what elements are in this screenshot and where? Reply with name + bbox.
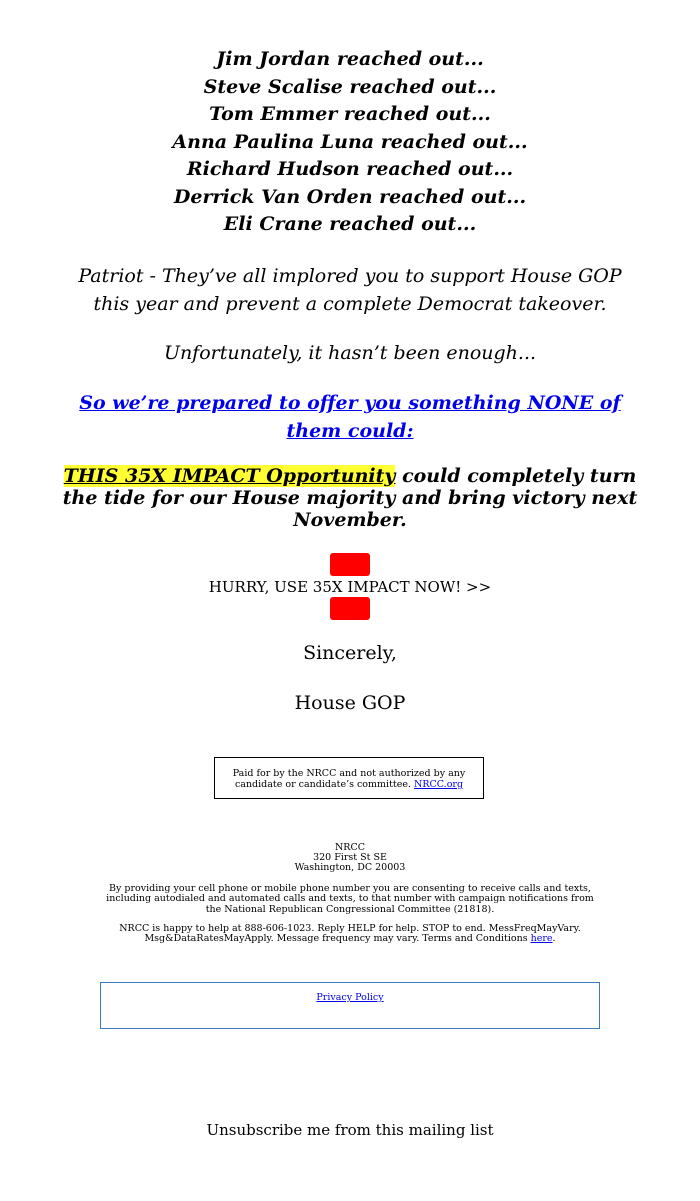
plea-paragraph: Patriot - They’ve all implored you to support House GOP this year and prevent a complete Democrat takeover. xyxy=(78,265,622,315)
offer-link-block xyxy=(70,389,630,445)
reached-out-line: Steve Scalise reached out... xyxy=(203,75,497,98)
impact-paragraph xyxy=(50,465,650,531)
city-address: Washington, DC 20003 xyxy=(294,862,406,873)
reached-out-list xyxy=(0,46,700,239)
cta-button[interactable] xyxy=(0,553,700,620)
nrcc-link[interactable]: NRCC.org xyxy=(414,779,464,790)
privacy-box xyxy=(100,982,600,1029)
org-name: NRCC xyxy=(334,842,365,853)
help-text-block xyxy=(100,924,600,945)
paid-for-text: Paid for by the NRCC and not authorized by any candidate or candidate’s committee. xyxy=(232,768,466,790)
offer-link[interactable]: So we’re prepared to offer you something NONE of them could: xyxy=(79,392,621,442)
unsubscribe-block xyxy=(0,1119,700,1141)
reached-out-line: Tom Emmer reached out... xyxy=(209,103,491,125)
paid-for-box xyxy=(214,757,484,799)
reached-out-line: Eli Crane reached out... xyxy=(223,213,477,235)
street-address: 320 First St SE xyxy=(313,852,387,863)
help-period: . xyxy=(552,933,556,945)
cta-top-block xyxy=(330,553,370,576)
unsubscribe-link[interactable]: Unsubscribe me from this mailing list xyxy=(206,1121,494,1139)
reached-out-line: Derrick Van Orden reached out... xyxy=(173,185,527,208)
reached-out-line: Anna Paulina Luna reached out... xyxy=(172,130,528,153)
not-enough-paragraph: Unfortunately, it hasn’t been enough... xyxy=(163,342,537,364)
reached-out-line: Jim Jordan reached out... xyxy=(216,48,484,70)
consent-text: By providing your cell phone or mobile phone number you are consenting to receive calls and texts, including autodialed and automated calls and texts, to that number with campaign notifications from the National Republican Congressional Committee (21818). xyxy=(106,883,594,915)
impact-rest-text: could completely turn the tide for our House majority and bring victory next November. xyxy=(62,465,638,531)
impact-highlight-link[interactable]: THIS 35X IMPACT Opportunity xyxy=(63,465,396,487)
cta-bottom-block xyxy=(330,597,370,620)
cta-label[interactable]: HURRY, USE 35X IMPACT NOW! >> xyxy=(208,578,492,596)
terms-here-link[interactable]: here xyxy=(530,933,553,945)
closing: Sincerely, xyxy=(303,642,397,664)
address-block xyxy=(0,843,700,873)
reached-out-line: Richard Hudson reached out... xyxy=(186,158,514,180)
privacy-policy-link[interactable]: Privacy Policy xyxy=(316,992,384,1003)
signer: House GOP xyxy=(294,692,406,714)
help-text: NRCC is happy to help at 888-606-1023. Reply HELP for help. STOP to end. MessFreqMayVary. Msg&DataRatesMayApply. Message frequency may vary. Terms and Conditions xyxy=(119,923,581,945)
